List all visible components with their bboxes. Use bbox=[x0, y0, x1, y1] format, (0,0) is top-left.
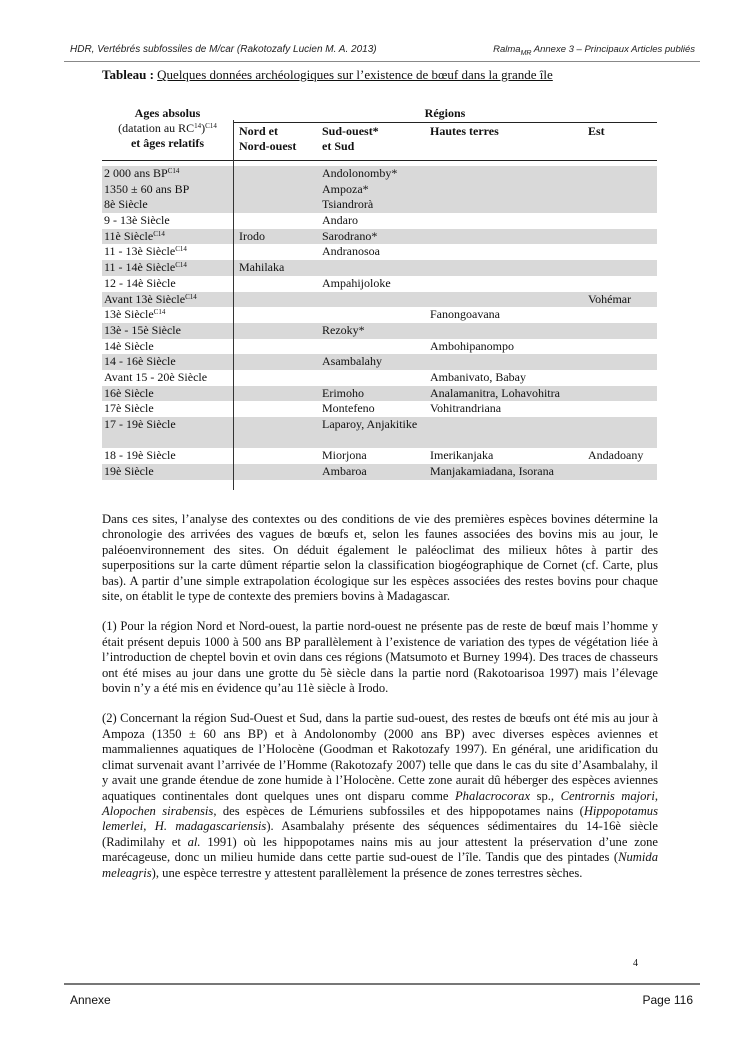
column-divider bbox=[233, 120, 234, 490]
cell-text: 1350 ± 60 ans BP bbox=[104, 181, 190, 196]
cell-text: 17è Siècle bbox=[104, 401, 154, 416]
cell-text: Avant 15 - 20è Siècle bbox=[104, 369, 208, 384]
cell-age bbox=[104, 213, 170, 229]
p3-text-a: (2) Concernant la région Sud-Ouest et Sud, dans la partie sud-ouest, des restes de bœufs ont été mis au jour à Ampoza (1350 ± 60 ans BP) et à Andolonomby (2000 ans BP) avec diverses espèces aviennes et mammaliennes aquatiques de l’Holocène (Goodman et Rakotozafy 1997). En général, une aridification du climat survenait avant l’arrivée de l’Homme (Rakotozafy 2007) telle que dans le cas du site d’Asambalahy, il y avait une grande étendue de zone humide à l’Holocène. Cette zone aurait dû héberger des espèces aviennes aquatiques continentales dont quelques unes ont disparu comme bbox=[102, 711, 658, 803]
cell-text: 18 - 19è Siècle bbox=[104, 448, 176, 463]
cell-text: Montefeno bbox=[322, 401, 375, 416]
p3-taxon-3: Alopochen sirabensis bbox=[102, 803, 214, 818]
cell-text: Andaro bbox=[322, 213, 358, 228]
age-header-line2 bbox=[102, 121, 233, 136]
cell-age bbox=[104, 260, 187, 276]
table-row bbox=[102, 386, 657, 402]
sud-column-header bbox=[322, 124, 379, 154]
p3-text-h: ), une espèce terrestre y attestent parallèlement la présence de zones terrestres sèches. bbox=[151, 865, 583, 880]
cell-age bbox=[104, 244, 187, 260]
age-header-paren: ) bbox=[201, 121, 206, 135]
p3-taxon-5: H. madagascariensis bbox=[154, 819, 267, 834]
paragraph-2: (1) Pour la région Nord et Nord-ouest, la partie nord-ouest ne présente pas de reste de bœuf mais l’homme y était présent depuis 1000 à 500 ans BP parallèlement à l’existence de variation des types de végétation liée à l’introduction de cheptel bovin et ovin dans ces régions (Matsumoto et Burney 1994). Des traces de chasseurs ont été mises au jour dans une grotte du 5è siècle dans la partie nord (Rakotoarisoa 1997) mais l’élevage bovin n’y a été mis en évidence qu’au 11è siècle à Irodo. bbox=[102, 619, 658, 696]
table-body bbox=[102, 166, 657, 480]
cell-text: 12 - 14è Siècle bbox=[104, 275, 176, 290]
cell-text: Andolonomby* bbox=[322, 166, 398, 180]
table-row bbox=[102, 448, 657, 464]
cell-text: 17 - 19è Siècle bbox=[104, 417, 176, 431]
p3-text-b: sp., bbox=[530, 788, 561, 803]
cell-sud bbox=[322, 213, 358, 229]
cell-hautes bbox=[430, 448, 493, 464]
footer-rule bbox=[64, 983, 700, 985]
archaeology-table bbox=[102, 106, 657, 480]
cell-text: 14 - 16è Siècle bbox=[104, 354, 176, 369]
cell-text: Sarodrano* bbox=[322, 228, 378, 243]
nord-header-line2: Nord-ouest bbox=[239, 139, 297, 153]
cell-text: Avant 13è Siècle bbox=[104, 291, 186, 306]
cell-age bbox=[104, 182, 189, 198]
cell-nord bbox=[239, 229, 265, 245]
p3-text-c: , bbox=[654, 788, 658, 803]
cell-text: 13è Siècle bbox=[104, 307, 154, 322]
header-bottom-rule bbox=[102, 160, 657, 161]
nord-header-line1: Nord et bbox=[239, 124, 278, 138]
table-row bbox=[102, 339, 657, 355]
cell-text: Andadoany bbox=[588, 448, 644, 463]
cell-sud bbox=[322, 386, 364, 402]
running-header-left: HDR, Vertébrés subfossiles de M/car (Rakotozafy Lucien M. A. 2013) bbox=[70, 44, 377, 55]
cell-age bbox=[104, 276, 176, 292]
header-rule bbox=[64, 61, 700, 62]
sud-header-line2: et Sud bbox=[322, 139, 355, 153]
age-header-line3: et âges relatifs bbox=[130, 136, 205, 150]
table-row bbox=[102, 307, 657, 323]
cell-age bbox=[104, 197, 148, 213]
cell-age bbox=[104, 307, 165, 323]
table-row bbox=[102, 197, 657, 213]
age-header-line2-text: (datation au RC bbox=[118, 121, 195, 135]
caption-lead: Tableau : bbox=[102, 67, 154, 82]
cell-superscript: C14 bbox=[153, 229, 165, 238]
running-header-right bbox=[493, 44, 695, 57]
p3-text-d: , des espèces de Lémuriens subfossiles et des hippopotames nains ( bbox=[213, 803, 584, 818]
cell-est bbox=[588, 448, 643, 464]
p3-taxon-2: Centrornis majori bbox=[560, 788, 655, 803]
cell-age bbox=[104, 354, 176, 370]
p3-text-g: 1991) où les hippopotames nains mis au jour attestent la préservation d’une zone marécageuse, donc un milieu humide dans cette partie sud-ouest de l’île. Tandis que des pintades ( bbox=[102, 834, 658, 865]
table-row bbox=[102, 276, 657, 292]
cell-text: 16è Siècle bbox=[104, 385, 154, 400]
cell-sud bbox=[322, 464, 367, 480]
cell-text: Andranosoa bbox=[322, 244, 380, 259]
cell-hautes bbox=[430, 307, 500, 323]
cell-age bbox=[104, 417, 176, 433]
age-header-sup2: C14 bbox=[205, 122, 217, 130]
cell-est bbox=[588, 292, 631, 308]
cell-text: 19è Siècle bbox=[104, 464, 154, 479]
cell-superscript: C14 bbox=[185, 292, 197, 301]
footer-left: Annexe bbox=[70, 993, 111, 1007]
cell-text: Fanongoavana bbox=[430, 307, 500, 322]
caption-text: Quelques données archéologiques sur l’existence de bœuf dans la grande île bbox=[157, 67, 553, 82]
p3-etal: al. bbox=[187, 834, 201, 849]
cell-age bbox=[104, 339, 154, 355]
table-row bbox=[102, 464, 657, 480]
cell-sud bbox=[322, 244, 380, 260]
cell-age bbox=[104, 386, 154, 402]
cell-text: Tsiandrorà bbox=[322, 197, 374, 212]
age-header-line1: Ages absolus bbox=[134, 106, 201, 120]
cell-text: Manjakamiadana, Isorana bbox=[430, 464, 554, 479]
cell-text: 9 - 13è Siècle bbox=[104, 213, 170, 228]
cell-nord bbox=[239, 260, 284, 276]
p3-taxon-7: Numida meleagris bbox=[102, 850, 658, 880]
p3-text-f: ). Asambalahy présente des séquences sédimentaires du 14-16è siècle (Radimilahy et bbox=[102, 819, 658, 849]
age-header-sup1: 14 bbox=[194, 122, 202, 130]
cell-age bbox=[104, 448, 176, 464]
cell-sud bbox=[322, 417, 422, 433]
cell-sud bbox=[322, 276, 391, 292]
cell-superscript: C14 bbox=[167, 167, 180, 175]
cell-text: Laparoy, Anjakitike bbox=[322, 417, 418, 431]
header-right-suffix: Annexe 3 – Principaux Articles publiés bbox=[531, 44, 695, 55]
cell-text: Miorjona bbox=[322, 448, 367, 463]
table-row bbox=[102, 370, 657, 386]
cell-hautes bbox=[430, 386, 560, 402]
p3-text-e: , bbox=[143, 819, 155, 834]
cell-age bbox=[104, 166, 179, 182]
cell-hautes bbox=[430, 370, 526, 386]
cell-sud bbox=[322, 229, 377, 245]
cell-text: Asambalahy bbox=[322, 354, 382, 369]
p3-taxon-1: Phalacrocorax bbox=[454, 788, 531, 803]
table-row bbox=[102, 323, 657, 339]
cell-text: Ampoza* bbox=[322, 181, 369, 196]
hautes-terres-column-header: Hautes terres bbox=[430, 124, 499, 138]
paragraph-3 bbox=[102, 711, 658, 880]
cell-text: Rezoky* bbox=[322, 322, 365, 337]
nord-column-header bbox=[239, 124, 296, 154]
p3-taxon-4: Hippopotamus lemerlei bbox=[102, 803, 658, 834]
inner-page-number: 4 bbox=[633, 958, 638, 969]
regions-header: Régions bbox=[424, 106, 466, 120]
cell-superscript: C14 bbox=[153, 308, 166, 317]
cell-sud bbox=[322, 401, 375, 417]
cell-text: 13è - 15è Siècle bbox=[104, 322, 181, 337]
cell-sud bbox=[322, 354, 382, 370]
cell-sud bbox=[322, 323, 365, 339]
est-column-header: Est bbox=[588, 124, 605, 138]
cell-text: 8è Siècle bbox=[104, 197, 148, 212]
header-right-prefix: Ralma bbox=[493, 44, 521, 55]
table-row bbox=[102, 166, 657, 182]
cell-text: Vohémar bbox=[588, 291, 632, 306]
cell-text: 11 - 13è Siècle bbox=[104, 244, 176, 259]
cell-text: Analamanitra, Lohavohitra bbox=[430, 385, 560, 400]
cell-text: 2 000 ans BP bbox=[104, 166, 168, 180]
table-row bbox=[102, 213, 657, 229]
cell-sud bbox=[322, 166, 397, 182]
table-header bbox=[102, 106, 657, 160]
cell-age bbox=[104, 292, 197, 308]
cell-text: Ambohipanompo bbox=[430, 338, 514, 353]
cell-hautes bbox=[430, 401, 501, 417]
cell-hautes bbox=[430, 464, 554, 480]
table-row bbox=[102, 260, 657, 276]
cell-age bbox=[104, 464, 154, 480]
table-row bbox=[102, 354, 657, 370]
cell-text: Ambanivato, Babay bbox=[430, 369, 526, 384]
cell-text: 11è Siècle bbox=[104, 228, 154, 243]
cell-age bbox=[104, 323, 181, 339]
table-caption bbox=[102, 67, 553, 83]
table-row bbox=[102, 417, 657, 448]
table-row bbox=[102, 244, 657, 260]
sud-header-line1: Sud-ouest* bbox=[322, 124, 379, 138]
cell-text: Ampahijoloke bbox=[322, 275, 391, 290]
cell-sud bbox=[322, 182, 369, 198]
table-row bbox=[102, 229, 657, 245]
header-right-subscript: MR bbox=[520, 49, 532, 57]
cell-hautes bbox=[430, 339, 514, 355]
cell-superscript: C14 bbox=[175, 261, 187, 270]
cell-text: Vohitrandriana bbox=[430, 401, 502, 416]
age-column-header bbox=[102, 106, 233, 151]
paragraph-1: Dans ces sites, l’analyse des contextes ou des conditions de vie des premières espèces bovines détermine la chronologie des arrivées des vagues de bœufs et, selon les faunes associées des bovins mis au jour, le paléoenvironnement des sites. On déduit également le paléoclimat des milieux hôtes à partir des superpositions sur la carte dûment répartie selon la classification biogéographique de Cornet (cf. Carte, plus bas). A partir d’une simple extrapolation écologique sur les espèces associées des restes bovins pour chaque site, on établit le type de contexte des premiers bovins à Madagascar. bbox=[102, 512, 658, 604]
cell-text: Imerikanjaka bbox=[430, 448, 494, 463]
cell-text: Ambaroa bbox=[322, 464, 367, 479]
cell-age bbox=[104, 229, 165, 245]
cell-age bbox=[104, 370, 207, 386]
cell-superscript: C14 bbox=[175, 245, 187, 254]
table-row bbox=[102, 401, 657, 417]
table-row bbox=[102, 182, 657, 198]
cell-text: Irodo bbox=[239, 228, 265, 243]
cell-sud bbox=[322, 197, 373, 213]
cell-age bbox=[104, 401, 154, 417]
table-row bbox=[102, 292, 657, 308]
regions-header-rule bbox=[233, 122, 657, 123]
cell-text: Erimoho bbox=[322, 385, 364, 400]
cell-text: Mahilaka bbox=[239, 260, 285, 275]
cell-text: 11 - 14è Siècle bbox=[104, 260, 176, 275]
footer-page-number: Page 116 bbox=[642, 993, 693, 1007]
cell-text: 14è Siècle bbox=[104, 338, 154, 353]
cell-sud bbox=[322, 448, 367, 464]
body-text bbox=[102, 512, 658, 896]
